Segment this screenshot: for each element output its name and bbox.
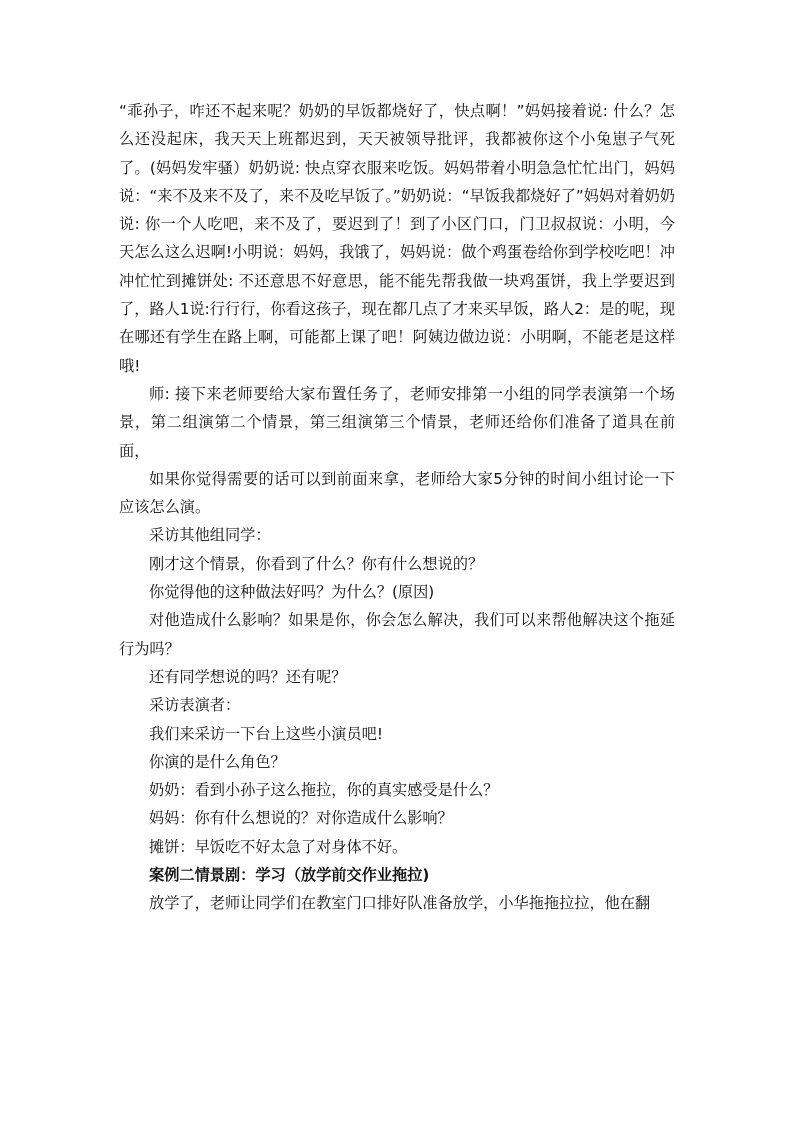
document-body	[119, 97, 675, 918]
case-two-paragraph: 放学了，老师让同学们在教室门口排好队准备放学，小华拖拖拉拉，他在翻	[149, 894, 651, 913]
question-line: 你演的是什么角色？	[149, 752, 286, 771]
interview-other-groups-line: 采访其他组同学：	[149, 526, 271, 545]
dialogue-paragraph: “乖孙子，咋还不起来呢？奶奶的早饭都烧好了，快点啊！”妈妈接着说: 什么？怎么还没起床，我天天上班都迟到，天天被领导批评，我都被你这个小兔崽子气死了。(妈妈发牢骚）奶奶说: 快点穿衣服来吃饭。妈妈带着小明急急忙忙出门，妈妈说：“来不及来不及了，来不及吃早饭了。”奶奶说：“早饭我都烧好了”妈妈对着奶奶说: 你一个人吃吧，来不及了，要迟到了！到了小区门口，门卫叔叔说：小明，今天怎么这么迟啊!小明说：妈妈，我饿了，妈妈说：做个鸡蛋卷给你到学校吃吧！冲冲忙忙到摊饼处: 不还意思不好意思，能不能先帮我做一块鸡蛋饼，我上学要迟到了，路人1说:行行行，你看这孩子，现在都几点了才来买早饭，路人2：是的呢，现在哪还有学生在路上啊，可能都上课了吧！阿姨边做边说：小明啊，不能老是这样哦!	[119, 102, 676, 375]
question-line: 你觉得他的这种做法好吗？为什么？(原因)	[149, 583, 435, 602]
teacher-instruction-paragraph: 师: 接下来老师要给大家布置任务了，老师安排第一小组的同学表演第一个场景，第二组演第二个情景，第三组演第三个情景，老师还给你们准备了道具在前面，	[119, 384, 675, 460]
role-question-line: 妈妈：你有什么想说的？对你造成什么影响？	[149, 809, 453, 828]
question-line: 对他造成什么影响？如果是你，你会怎么解决，我们可以来帮他解决这个拖延行为吗？	[119, 611, 675, 658]
case-two-heading: 案例二情景剧：学习（放学前交作业拖拉)	[149, 866, 430, 885]
role-question-line: 奶奶：看到小孙子这么拖拉，你的真实感受是什么？	[149, 781, 499, 800]
interview-performers-line: 采访表演者：	[149, 696, 241, 715]
role-question-line: 摊饼：早饭吃不好太急了对身体不好。	[149, 837, 408, 856]
question-line: 还有同学想说的吗？还有呢？	[149, 667, 347, 686]
question-line: 我们来采访一下台上这些小演员吧!	[149, 724, 383, 743]
question-line: 刚才这个情景，你看到了什么？你有什么想说的？	[149, 554, 484, 573]
discussion-time-paragraph: 如果你觉得需要的话可以到前面来拿，老师给大家5分钟的时间小组讨论一下应该怎么演。	[119, 469, 675, 517]
